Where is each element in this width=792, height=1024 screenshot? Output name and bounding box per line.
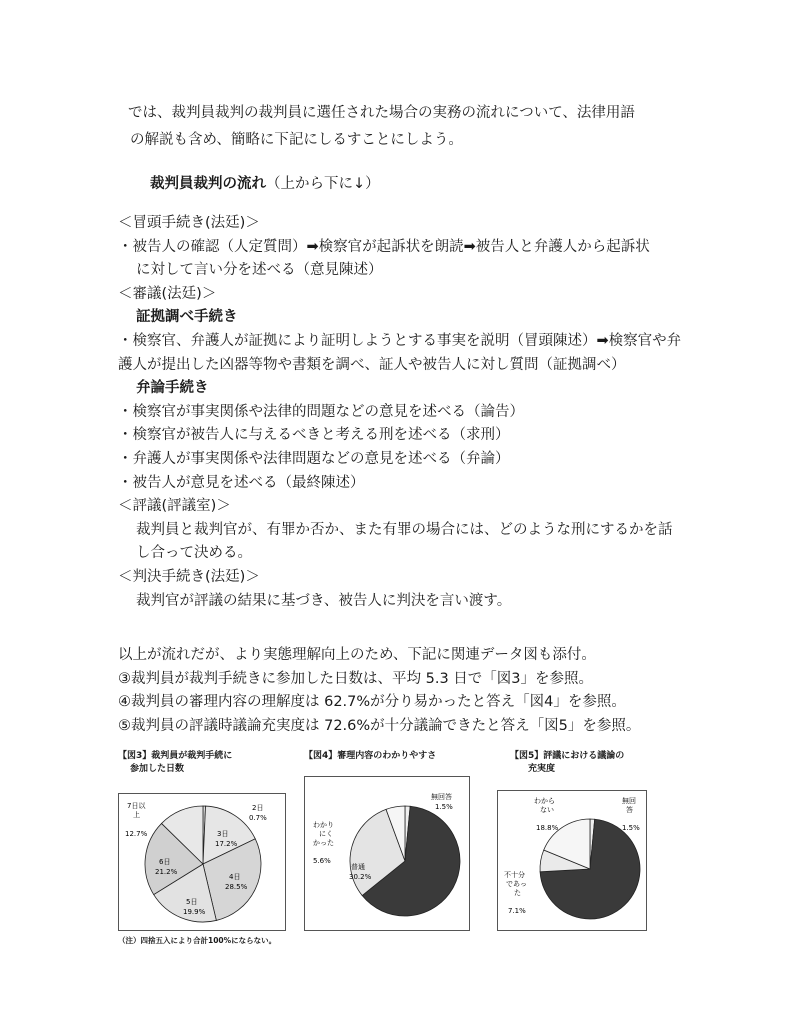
figure-3-title-2: 参加した日数 bbox=[130, 764, 185, 774]
figure-5-box bbox=[497, 790, 647, 931]
summary-line-1: 以上が流れだが、より実態理解向上のため、下記に関連データ図も添付。 bbox=[118, 647, 596, 663]
argument-bullet-1: ・検察官が事実関係や法律的問題などの意見を述べる（論告） bbox=[118, 403, 524, 420]
pie3-value-6day: 21.2% bbox=[155, 868, 178, 876]
deliberation-line-2: し合って決める。 bbox=[136, 545, 252, 562]
figure-4 bbox=[304, 750, 484, 763]
flow-heading-bold: 裁判員裁判の流れ bbox=[150, 176, 266, 192]
pie3-value-5day: 19.9% bbox=[183, 908, 206, 916]
pie4-label-hard-b: にく bbox=[319, 830, 333, 838]
intro-line-2: の解説も含め、簡略に下記にしるすことにしよう。 bbox=[130, 132, 463, 148]
figure-4-pie-chart bbox=[305, 777, 469, 930]
evidence-line-1: ・検察官、弁護人が証拠により証明しようとする事実を説明（冒頭陳述）➡検察官や弁 bbox=[118, 332, 682, 349]
pie5-label-noanswer bbox=[622, 796, 638, 814]
pie4-label-hard-a: わかり bbox=[313, 821, 334, 829]
pie5-value-insufficient: 7.1% bbox=[508, 907, 526, 915]
pie3-label-2day: 2日 bbox=[252, 804, 264, 812]
figure-5-pie-chart bbox=[498, 791, 646, 930]
trial-flow bbox=[118, 212, 698, 613]
pie3-label-4day: 4日 bbox=[229, 873, 241, 881]
figure-4-title-1: 【図4】審理内容のわかりやすさ bbox=[304, 751, 437, 761]
pie5-label-unknown-a: わから bbox=[534, 797, 555, 805]
pie3-value-3day: 17.2% bbox=[215, 840, 238, 848]
figure-3-pie-chart bbox=[119, 794, 285, 930]
pie5-label-unknown-b: ない bbox=[540, 806, 554, 814]
section-title-opening: ＜冒頭手続き(法廷)＞ bbox=[118, 215, 260, 231]
pie3-label-7day-a: 7日以 bbox=[127, 802, 146, 810]
flow-heading-paren: （上から下に↓） bbox=[266, 176, 380, 192]
pie3-label-5day: 5日 bbox=[186, 898, 198, 906]
pie5-value-unknown: 18.8% bbox=[536, 824, 559, 832]
deliberation-line-1: 裁判員と裁判官が、有罪か否か、また有罪の場合には、どのような刑にするかを話 bbox=[136, 521, 673, 538]
argument-bullet-2: ・検察官が被告人に与えるべきと考える刑を述べる（求刑） bbox=[118, 427, 510, 444]
summary-line-4: ⑤裁判員の評議時議論充実度は 72.6%が十分議論できたと答え「図5」を参照。 bbox=[118, 717, 641, 734]
section-title-hearing: ＜審議(法廷)＞ bbox=[118, 285, 217, 302]
pie3-label-3day: 3日 bbox=[217, 830, 229, 838]
intro-line-1: では、裁判員裁判の裁判員に選任された場合の実務の流れについて、法律用語 bbox=[128, 105, 635, 121]
opening-line-2: に対して言い分を述べる（意見陳述） bbox=[136, 262, 383, 279]
figure-4-box bbox=[304, 776, 470, 931]
footnote: （注）四捨五入により合計100%にならない。 bbox=[118, 936, 277, 945]
figure-3-box bbox=[118, 793, 286, 931]
pie5-label-unknown bbox=[534, 797, 557, 814]
figure-5-title-1: 【図5】評議における議論の bbox=[510, 751, 625, 761]
pie3-value-2day: 0.7% bbox=[249, 814, 267, 822]
pie4-label-normal: 普通 bbox=[351, 863, 365, 871]
subheading-evidence: 証拠調べ手続き bbox=[136, 309, 238, 326]
pie4-value-hard: 5.6% bbox=[313, 857, 331, 865]
pie3-label-7day-b: 上 bbox=[133, 811, 140, 819]
pie4-value-normal: 30.2% bbox=[349, 873, 372, 881]
evidence-line-2: 護人が提出した凶器等物や書類を調べ、証人や被告人に対し質問（証拠調べ） bbox=[118, 356, 626, 373]
pie5-label-noanswer-b: 答 bbox=[626, 806, 633, 814]
summary-line-3: ④裁判員の審理内容の理解度は 62.7%が分り易かったと答え「図4」を参照。 bbox=[118, 694, 626, 710]
pie4-label-hard-c: かった bbox=[313, 839, 334, 847]
figure-3-title-1: 【図3】裁判員が裁判手続に bbox=[118, 751, 233, 761]
summary-paragraph bbox=[118, 644, 718, 738]
figure-3 bbox=[118, 750, 288, 776]
pie3-value-7day: 12.7% bbox=[125, 830, 148, 838]
pie5-label-insufficient bbox=[504, 870, 529, 897]
figure-5 bbox=[510, 750, 660, 776]
opening-line-1: ・被告人の確認（人定質問）➡検察官が起訴状を朗読➡被告人と弁護人から起訴状 bbox=[118, 238, 650, 255]
pie4-label-hard bbox=[313, 821, 336, 847]
section-title-judgment: ＜判決手続き(法廷)＞ bbox=[118, 568, 260, 585]
pie5-label-noanswer-a: 無回 bbox=[622, 797, 636, 805]
pie4-value-noanswer: 1.5% bbox=[435, 803, 453, 811]
intro-paragraph bbox=[128, 100, 688, 154]
pie3-label-6day: 6日 bbox=[159, 858, 171, 866]
figure-5-title-2: 充実度 bbox=[528, 764, 556, 774]
pie5-label-insufficient-b: であっ bbox=[506, 880, 527, 888]
pie4-label-noanswer: 無回答 bbox=[431, 793, 452, 801]
section-title-deliberation: ＜評議(評議室)＞ bbox=[118, 498, 231, 515]
pie5-value-noanswer: 1.5% bbox=[622, 824, 640, 832]
pie5-label-insufficient-c: た bbox=[514, 889, 521, 897]
subheading-argument: 弁論手続き bbox=[136, 380, 209, 397]
pie5-label-insufficient-a: 不十分 bbox=[504, 871, 525, 879]
argument-bullet-3: ・弁護人が事実関係や法律問題などの意見を述べる（弁論） bbox=[118, 450, 510, 467]
argument-bullet-4: ・被告人が意見を述べる（最終陳述） bbox=[118, 474, 365, 491]
pie3-value-4day: 28.5% bbox=[225, 883, 248, 891]
judgment-line-1: 裁判官が評議の結果に基づき、被告人に判決を言い渡す。 bbox=[136, 592, 512, 609]
pie3-label-7day bbox=[127, 801, 148, 819]
flow-heading bbox=[150, 172, 380, 193]
summary-line-2: ③裁判員が裁判手続きに参加した日数は、平均 5.3 日で「図3」を参照。 bbox=[118, 670, 593, 687]
